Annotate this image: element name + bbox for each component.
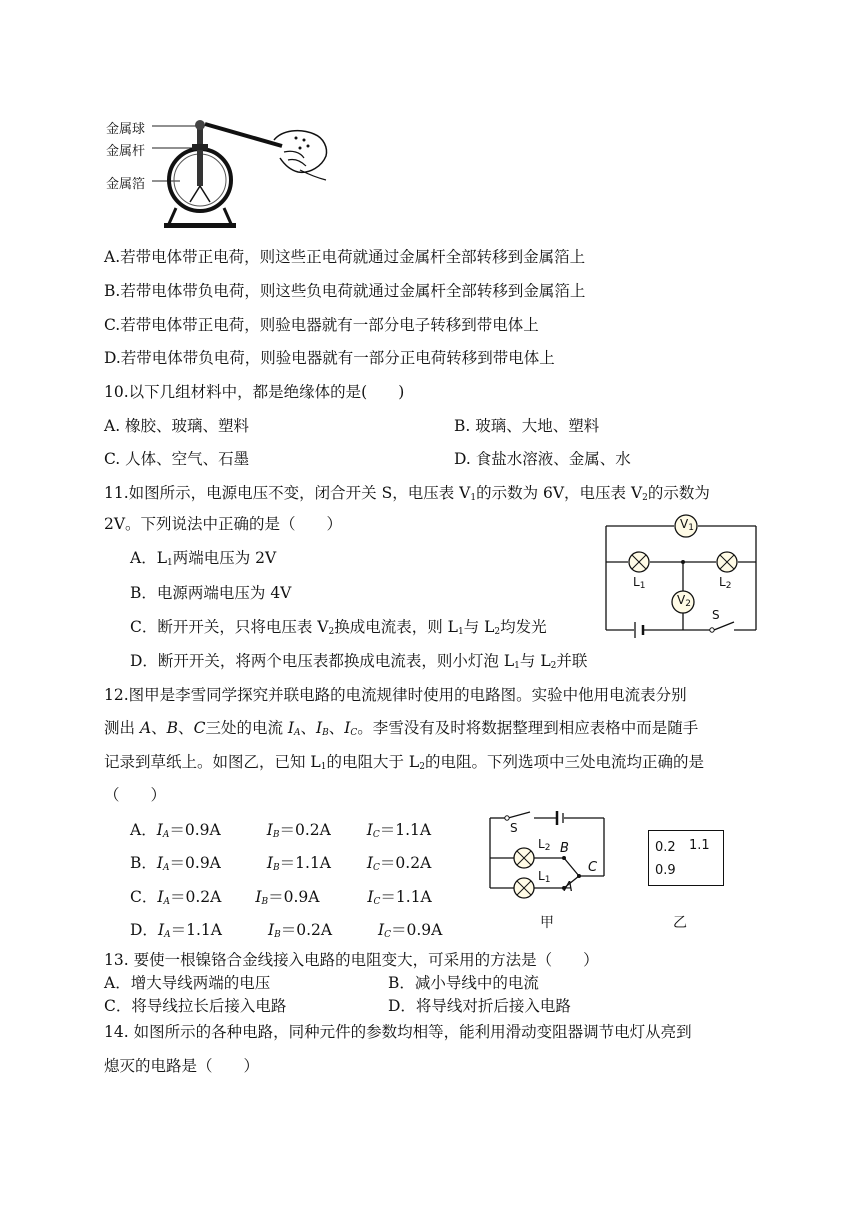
q11-option-a: A．$L_1$两端电压为 2V <box>130 549 277 568</box>
q14-line1: 14. 如图所示的各种电路，同种元件的参数均相等，能利用滑动变阻器调节电灯从亮到 <box>104 1023 692 1041</box>
q11-option-b: B．电源两端电压为 4V <box>130 584 292 602</box>
jia-point-c: C <box>588 860 598 875</box>
q9-option-c: C.若带电体带正电荷，则验电器就有一部分电子转移到带电体上 <box>104 316 539 334</box>
jia-l1-label: $L_1$ <box>538 869 551 885</box>
switch-label: S <box>712 608 720 622</box>
q10-option-d: D. 食盐水溶液、金属、水 <box>454 450 631 468</box>
jia-l2-label: $L_2$ <box>538 837 551 853</box>
q9-option-a: A.若带电体带正电荷，则这些正电荷就通过金属杆全部转移到金属箔上 <box>104 248 586 266</box>
q12-option-d: D．$I_A=1.1A$ $I_B=0.2A$ $I_C=0.9A$ <box>130 921 443 940</box>
jia-point-a: A <box>564 880 573 895</box>
q10-option-c: C. 人体、空气、石墨 <box>104 450 250 468</box>
l2-label: $L_2$ <box>719 575 732 591</box>
q13-stem: 13. 要使一根镍铬合金线接入电路的电阻变大，可采用的方法是（ ） <box>104 951 599 969</box>
q12-note-yi <box>648 830 724 886</box>
v2-label: $V_2$ <box>677 593 691 609</box>
q12-line3: 记录到草纸上。如图乙，已知 $L_1$的电阻大于 $L_2$的电阻。下列选项中三处电流均正确的是 <box>104 753 704 772</box>
jia-switch-label: S <box>510 821 518 835</box>
q12-line1: 12.图甲是李雪同学探究并联电路的电流规律时使用的电路图。实验中他用电流表分别 <box>104 686 687 704</box>
fig-jia-caption: 甲 <box>540 915 554 931</box>
q14-line2: 熄灭的电路是（ ） <box>104 1057 260 1075</box>
label-metal-ball: 金属球 <box>106 122 146 137</box>
note-value-1: 0.2 <box>655 840 676 855</box>
q13-option-b: B．减小导线中的电流 <box>388 974 539 992</box>
jia-point-b: B <box>560 841 569 856</box>
q13-option-a: A．增大导线两端的电压 <box>104 974 271 992</box>
note-value-2: 1.1 <box>689 838 710 853</box>
q12-line2: 测出 A、B、C三处的电流 $I_A$、$I_B$、$I_C$。李雪没有及时将数据整理到相应表格中而是随手 <box>104 719 699 738</box>
q11-option-d: D．断开开关，将两个电压表都换成电流表，则小灯泡 $L_1$与 $L_2$并联 <box>130 652 588 671</box>
electroscope-figure <box>104 108 339 233</box>
q10-option-a: A. 橡胶、玻璃、塑料 <box>104 417 250 435</box>
q9-option-b: B.若带电体带负电荷，则这些负电荷就通过金属杆全部转移到金属箔上 <box>104 282 586 300</box>
q12-option-c: C．$I_A=0.2A$ $I_B=0.9A$ $I_C=1.1A$ <box>130 888 432 907</box>
q13-option-d: D．将导线对折后接入电路 <box>388 997 571 1015</box>
label-metal-rod: 金属杆 <box>106 144 146 159</box>
q12-option-b: B．$I_A=0.9A$ $I_B=1.1A$ $I_C=0.2A$ <box>130 854 432 873</box>
l1-label: $L_1$ <box>633 575 646 591</box>
q12-option-a: A．$I_A=0.9A$ $I_B=0.2A$ $I_C=1.1A$ <box>130 821 432 840</box>
label-metal-foil: 金属箔 <box>106 177 146 192</box>
q10-stem: 10.以下几组材料中，都是绝缘体的是( ) <box>104 383 405 401</box>
note-value-3: 0.9 <box>655 863 676 878</box>
q12-line4: （ ） <box>104 786 167 804</box>
q13-option-c: C．将导线拉长后接入电路 <box>104 997 287 1015</box>
q11-stem-line2: 2V。下列说法中正确的是（ ） <box>104 515 343 533</box>
q11-option-c: C．断开开关，只将电压表 $V_2$换成电流表，则 $L_1$与 $L_2$均发光 <box>130 618 547 637</box>
v1-label: $V_1$ <box>680 517 694 533</box>
q9-option-d: D.若带电体带负电荷，则验电器就有一部分正电荷转移到带电体上 <box>104 349 555 367</box>
fig-yi-caption: 乙 <box>673 915 687 931</box>
q11-stem-line1: 11.如图所示，电源电压不变，闭合开关 S，电压表 $V_1$的示数为 6V，电压表 $V_2$的示数为 <box>104 484 710 503</box>
q11-circuit-diagram <box>598 512 764 640</box>
q10-option-b: B. 玻璃、大地、塑料 <box>454 417 600 435</box>
q12-circuit-jia <box>484 808 614 933</box>
